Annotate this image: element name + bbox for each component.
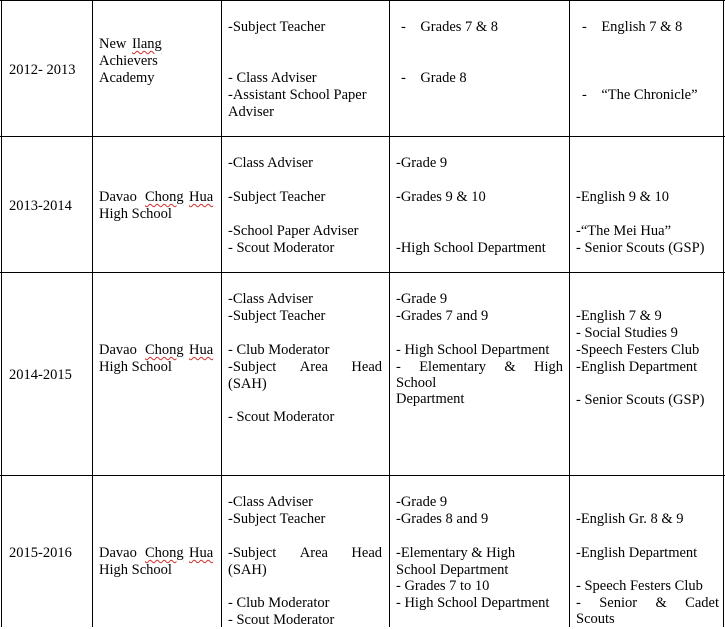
column-divider: [92, 0, 93, 627]
table-border: [1, 0, 2, 627]
year-cell: 2012- 2013: [9, 62, 76, 78]
experience-table: 2012- 2013 New Ilang Achievers Academy -Subject Teacher - Class Adviser -Assistant School Paper Adviser - Grades 7 & 8 - Grade 8 - English 7 & 8 - “The Chronicle” 2013-2014 Davao Chong Hua High School -Class Adviser -Subject Teacher -School Paper Adviser - Scout Moderator -Grade 9 -Grades 9 & 10 -High School Department -English 9 & 10 -“The Mei Hua” - Senior Scouts (GSP) 2014-2015 Davao Chong Hua High School -Class Adviser -Subject Teacher - Club Moderator -Subject Area Head (SAH) - Scout Moderator -Grade 9 -Grades 7 and 9 - High School Department - Elementary & High School Department -English 7 & 9 - Social Studies 9 -Speech Festers Club -English Department - Senior Scouts (GSP) 2015-2016 Davao Chong Hua High School -Class Adviser -Subject Teacher -Subject Area Head (SAH) - Club Moderator - Scout Moderator -Grade 9 -Grades 8 and 9 -Elementary & High School Department - Grades 7 to 10 - High School Department -English Gr. 8 & 9 -English Department - Speech Festers Club - Senior & Cadet Scouts: [0, 0, 725, 627]
column-divider: [389, 0, 390, 627]
row-divider: [0, 136, 725, 137]
year-cell: 2015-2016: [9, 545, 72, 561]
column-divider: [221, 0, 222, 627]
year-cell: 2014-2015: [9, 367, 72, 383]
table-border: [723, 0, 724, 627]
row-divider: [0, 272, 725, 273]
table-border: [0, 0, 725, 1]
column-divider: [569, 0, 570, 627]
row-divider: [0, 475, 725, 476]
year-cell: 2013-2014: [9, 198, 72, 214]
